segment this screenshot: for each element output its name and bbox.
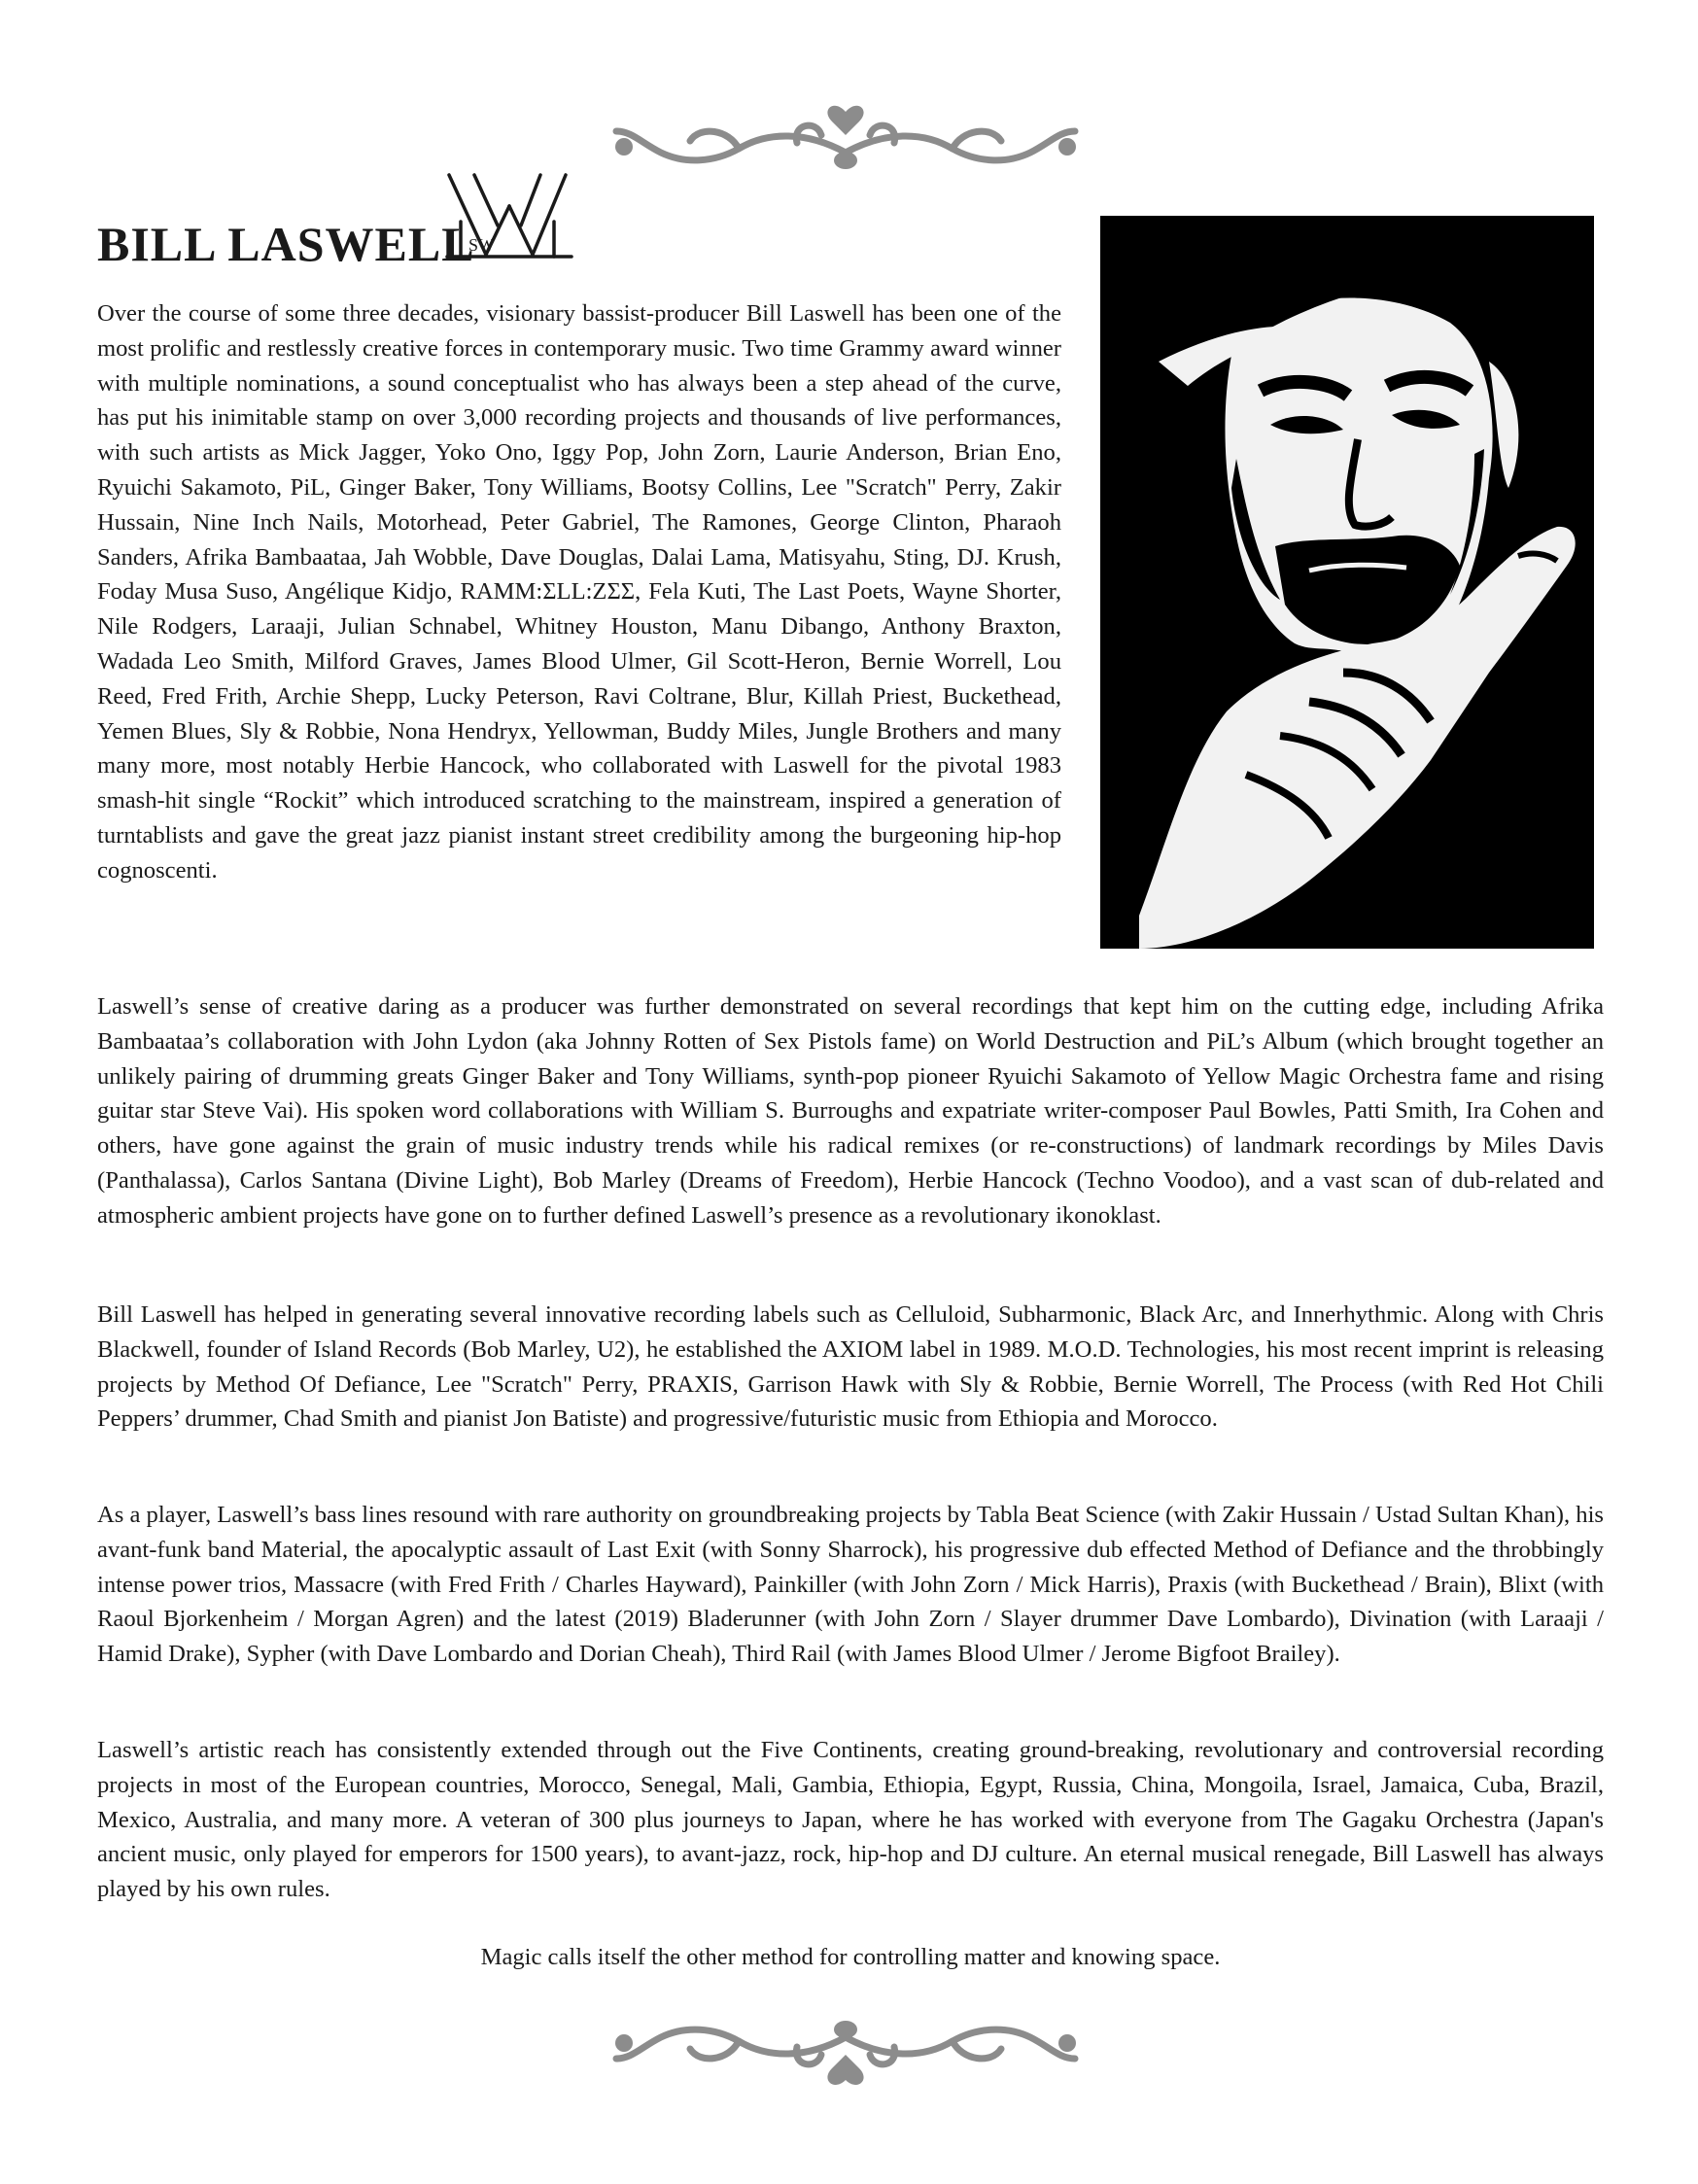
reach-paragraph: Laswell’s artistic reach has consistently extended through out the Five Continents, creating ground-breaking, revolutionary and controversial recording projects in most of the European countries, Morocco, Senegal, Mali, Gambia, Ethiopia, Egypt, Russia, China, Mongoila, Israel, Jamaica, Cuba, Brazil, Mexico, Australia, and many more. A veteran of 300 plus journeys to Japan, where he has worked with everyone from The Gagaku Orchestra (Japan's ancient music, only played for emperors for 1500 years), to avant-jazz, rock, hip-hop and DJ culture. An eternal musical renegade, Bill Laswell has always played by his own rules. (97, 1737, 1604, 1903)
intro-paragraph: Over the course of some three decades, visionary bassist-producer Bill Laswell has been one of the most prolific and restlessly creative forces in contemporary music. Two time Grammy award winner with multiple nominations, a sound conceptualist who has always been a step ahead of the curve, has put his inimitable stamp on over 3,000 recording projects and thousands of live performances, with such artists as Mick Jagger, Yoko Ono, Iggy Pop, John Zorn, Laurie Anderson, Brian Eno, Ryuichi Sakamoto, PiL, Ginger Baker, Tony Williams, Bootsy Collins, Lee "Scratch" Perry, Zakir Hussain, Nine Inch Nails, Motorhead, Peter Gabriel, The Ramones, George Clinton, Pharaoh Sanders, Afrika Bambaataa, Jah Wobble, Dave Douglas, Dalai Lama, Matisyahu, Sting, DJ. Krush, Foday Musa Suso, Angélique Kidjo, RAMM:ΣLL:ZΣΣ, Fela Kuti, The Last Poets, Wayne Shorter, Nile Rodgers, Laraaji, Julian Schnabel, Whitney Houston, Manu Dibango, Anthony Braxton, Wadada Leo Smith, Milford Graves, James Blood Ulmer, Gil Scott-Heron, Bernie Worrell, Lou Reed, Fred Frith, Archie Shepp, Lucky Peterson, Ravi Coltrane, Blur, Killah Priest, Buckethead, Yemen Blues, Sly & Robbie, Nona Hendryx, Yellowman, Buddy Miles, Jungle Brothers and many many more, most notably Herbie Hancock, who collaborated with Laswell for the pivotal 1983 smash-hit single “Rockit” which introduced scratching to the mainstream, inspired a generation of turntablists and gave the great jazz pianist instant street credibility among the burgeoning hip-hop cognoscenti. (97, 300, 1061, 884)
player-paragraph: As a player, Laswell’s bass lines resound with rare authority on groundbreaking projects by Tabla Beat Science (with Zakir Hussain / Ustad Sultan Khan), his avant-funk band Material, the apocalyptic assault of Last Exit (with Sonny Sharrock), his progressive dub effected Method of Defiance and the throbbingly intense power trios, Massacre (with Fred Frith / Charles Hayward), Painkiller (with John Zorn / Mick Harris), Praxis (with Buckethead / Brain), Blixt (with Raoul Bjorkenheim / Morgan Agren) and the latest (2019) Bladerunner (with John Zorn / Slayer drummer Dave Lombardo), Divination (with Laraaji / Hamid Drake), Sypher (with Dave Lombardo and Dorian Cheah), Third Rail (with James Blood Ulmer / Jerome Bigfoot Brailey). (97, 1502, 1604, 1668)
labels-paragraph: Bill Laswell has helped in generating several innovative recording labels such as Celluloid, Subharmonic, Black Arc, and Innerhythmic. Along with Chris Blackwell, founder of Island Records (Bob Marley, U2), he established the AXIOM label in 1989. M.O.D. Technologies, his most recent imprint is releasing projects by Method Of Defiance, Lee "Scratch" Perry, PRAXIS, Garrison Hawk with Sly & Robbie, Bernie Worrell, The Process (with Red Hot Chili Peppers’ drummer, Chad Smith and pianist Jon Batiste) and progressive/futuristic music from Ethiopia and Morocco. (97, 1301, 1604, 1433)
closing-quote: Magic calls itself the other method for controlling matter and knowing space. (480, 1944, 1221, 1970)
top-ornament (603, 92, 1089, 190)
page-title: BILL LASWELL (97, 217, 475, 271)
producer-paragraph: Laswell’s sense of creative daring as a producer was further demonstrated on several recordings that kept him on the cutting edge, including Afrika Bambaataa’s collaboration with John Lydon (aka Johnny Rotten of Sex Pistols fame) on World Destruction and PiL’s Album (which brought together an unlikely pairing of drumming greats Ginger Baker and Tony Williams, synth-pop pioneer Ryuichi Sakamoto of Yellow Magic Orchestra fame and rising guitar star Steve Vai). His spoken word collaborations with William S. Burroughs and expatriate writer-composer Paul Bowles, Patti Smith, Ira Cohen and others, have gone against the grain of music industry trends while his radical remixes (or re-constructions) of landmark recordings by Miles Davis (Panthalassa), Carlos Santana (Divine Light), Bob Marley (Dreams of Freedom), Herbie Hancock (Techno Voodoo), and a vast scan of dub-related and atmospheric ambient projects have gone on to further defined Laswell’s presence as a revolutionary ikonoklast. (97, 993, 1604, 1229)
monogram-logo (439, 167, 575, 264)
bottom-ornament (603, 2000, 1089, 2097)
monogram-text: SW (468, 235, 495, 255)
title-block (97, 163, 641, 280)
artist-portrait (1100, 216, 1594, 949)
